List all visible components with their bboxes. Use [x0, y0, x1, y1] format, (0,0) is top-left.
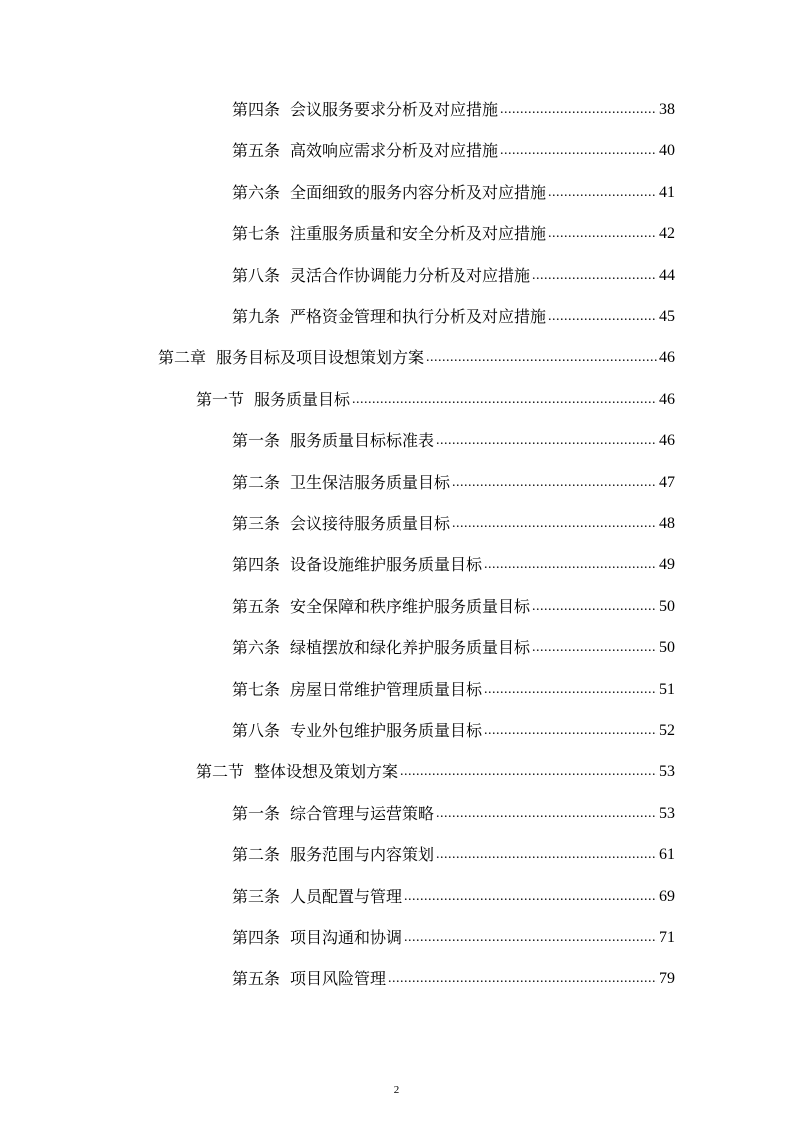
- toc-entry-number: 第五条: [232, 596, 281, 616]
- toc-entry-title: 高效响应需求分析及对应措施: [290, 141, 499, 161]
- footer-page-number: 2: [393, 1084, 400, 1096]
- toc-entry-page: 61: [659, 846, 675, 864]
- toc-entry-number: 第七条: [232, 679, 281, 699]
- toc-entry-page: 46: [659, 432, 675, 450]
- toc-entry-number: 第一条: [232, 803, 281, 823]
- toc-entry-page: 41: [659, 183, 675, 201]
- toc-entry-page: 50: [659, 597, 675, 615]
- toc-entry-number: 第三条: [232, 886, 281, 906]
- dot-leader: [500, 133, 657, 169]
- dot-leader: [548, 175, 657, 211]
- toc-entry[interactable]: [232, 299, 675, 335]
- toc-entry-page: 48: [659, 515, 675, 532]
- dot-leader: [404, 920, 657, 956]
- toc-entry[interactable]: [232, 879, 675, 915]
- dot-leader: [452, 506, 657, 542]
- toc-entry-page: 51: [659, 680, 675, 698]
- toc-entry-number: 第八条: [232, 721, 281, 740]
- dot-leader: [436, 837, 657, 873]
- toc-entry[interactable]: [232, 796, 675, 832]
- toc-entry-number: 第六条: [232, 182, 281, 202]
- toc-entry[interactable]: [232, 837, 675, 873]
- toc-entry[interactable]: [232, 506, 675, 542]
- toc-entry-number: 第八条: [232, 265, 281, 285]
- toc-entry[interactable]: [232, 920, 675, 956]
- dot-leader: [352, 382, 657, 418]
- dot-leader: [404, 879, 657, 915]
- toc-entry-page: 46: [659, 390, 675, 408]
- toc-entry-page: 38: [659, 101, 675, 118]
- toc-entry[interactable]: [232, 133, 675, 169]
- toc-entry-number: 第六条: [232, 638, 281, 658]
- toc-entry-title: 安全保障和秩序维护服务质量目标: [290, 596, 531, 616]
- toc-entry[interactable]: [232, 258, 675, 294]
- toc-entry-page: 52: [659, 722, 675, 739]
- toc-entry-title: 绿植摆放和绿化养护服务质量目标: [290, 638, 531, 658]
- toc-entry-title: 全面细致的服务内容分析及对应措施: [290, 182, 547, 202]
- dot-leader: [484, 713, 657, 749]
- toc-entry-title: 会议服务要求分析及对应措施: [290, 100, 499, 119]
- toc-entry-page: 45: [659, 308, 675, 325]
- toc-entry-title: 项目沟通和协调: [290, 928, 403, 947]
- toc-entry-page: 46: [659, 349, 675, 367]
- toc-entry-page: 71: [659, 929, 675, 946]
- toc-entry-page: 53: [659, 763, 675, 781]
- dot-leader: [436, 423, 657, 459]
- toc-entry[interactable]: [232, 547, 675, 583]
- toc-entry-title: 注重服务质量和安全分析及对应措施: [290, 224, 547, 244]
- toc-entry-title: 整体设想及策划方案: [254, 762, 399, 782]
- toc-entry-title: 会议接待服务质量目标: [290, 514, 451, 533]
- dot-leader: [452, 465, 657, 501]
- toc-entry[interactable]: [232, 92, 675, 128]
- toc-entry-page: 42: [659, 225, 675, 243]
- toc-section-entry[interactable]: [196, 382, 675, 418]
- toc-entry-number: 第四条: [232, 555, 281, 575]
- toc-entry-number: 第一节: [196, 389, 245, 409]
- toc-entry-page: 49: [659, 556, 675, 574]
- toc-entry-page: 47: [659, 473, 675, 491]
- toc-entry-title: 服务质量目标: [254, 389, 351, 409]
- toc-entry-title: 服务目标及项目设想策划方案: [216, 348, 425, 368]
- toc-entry-title: 灵活合作协调能力分析及对应措施: [290, 265, 531, 285]
- toc-entry-page: 44: [659, 266, 675, 284]
- toc-entry-number: 第三条: [232, 514, 281, 533]
- toc-entry-page: 53: [659, 804, 675, 822]
- table-of-contents: [0, 92, 793, 1002]
- toc-entry[interactable]: [232, 713, 675, 749]
- toc-entry-title: 人员配置与管理: [290, 886, 403, 906]
- toc-entry-page: 69: [659, 887, 675, 905]
- dot-leader: [548, 216, 657, 252]
- toc-entry-number: 第二节: [196, 762, 245, 782]
- dot-leader: [484, 547, 657, 583]
- dot-leader: [548, 299, 657, 335]
- dot-leader: [532, 630, 657, 666]
- toc-entry-title: 卫生保洁服务质量目标: [290, 472, 451, 492]
- toc-entry-number: 第一条: [232, 431, 281, 451]
- toc-entry-title: 综合管理与运营策略: [290, 803, 435, 823]
- toc-entry-title: 房屋日常维护管理质量目标: [290, 679, 483, 699]
- toc-entry[interactable]: [232, 423, 675, 459]
- toc-entry-title: 服务质量目标标准表: [290, 431, 435, 451]
- toc-entry-title: 服务范围与内容策划: [290, 845, 435, 865]
- toc-entry[interactable]: [232, 961, 675, 997]
- toc-section-entry[interactable]: [196, 754, 675, 790]
- toc-entry-title: 设备设施维护服务质量目标: [290, 555, 483, 575]
- toc-entry[interactable]: [232, 589, 675, 625]
- dot-leader: [484, 672, 657, 708]
- toc-entry-page: 50: [659, 639, 675, 657]
- dot-leader: [400, 754, 657, 790]
- toc-entry-number: 第五条: [232, 969, 281, 989]
- toc-entry[interactable]: [232, 216, 675, 252]
- toc-entry[interactable]: [232, 175, 675, 211]
- toc-entry-number: 第七条: [232, 224, 281, 244]
- toc-entry-title: 专业外包维护服务质量目标: [290, 721, 483, 740]
- toc-entry-number: 第二章: [158, 348, 207, 368]
- toc-entry[interactable]: [232, 465, 675, 501]
- toc-entry-number: 第二条: [232, 845, 281, 865]
- toc-entry-page: 79: [659, 970, 675, 988]
- dot-leader: [532, 589, 657, 625]
- toc-entry-number: 第二条: [232, 472, 281, 492]
- dot-leader: [532, 258, 657, 294]
- toc-entry-title: 严格资金管理和执行分析及对应措施: [290, 307, 547, 326]
- dot-leader: [436, 796, 657, 832]
- toc-entry[interactable]: [232, 672, 675, 708]
- dot-leader: [388, 961, 657, 997]
- toc-entry-number: 第九条: [232, 307, 281, 326]
- toc-entry-page: 40: [659, 142, 675, 160]
- toc-chapter-entry[interactable]: [158, 340, 675, 376]
- dot-leader: [426, 340, 657, 376]
- toc-entry-title: 项目风险管理: [290, 969, 387, 989]
- toc-entry-number: 第五条: [232, 141, 281, 161]
- toc-entry-number: 第四条: [232, 928, 281, 947]
- toc-entry-number: 第四条: [232, 100, 281, 119]
- toc-entry[interactable]: [232, 630, 675, 666]
- dot-leader: [500, 92, 657, 128]
